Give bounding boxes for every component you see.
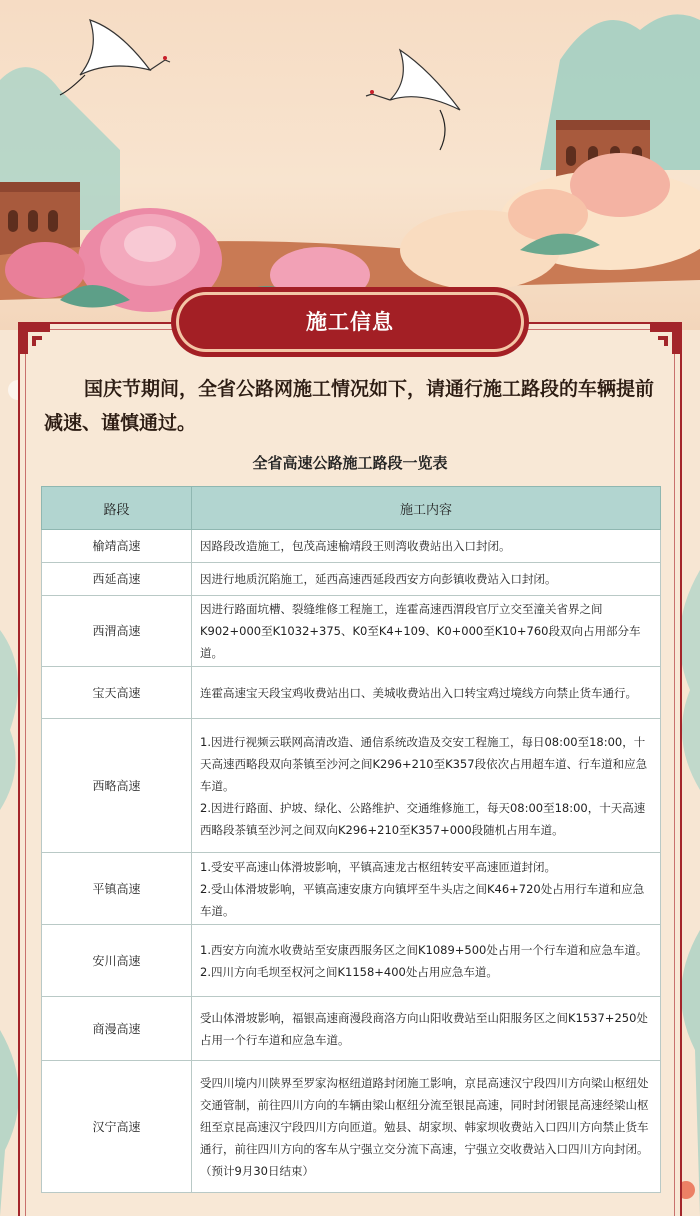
road-name-cell: 平镇高速 (42, 853, 192, 925)
table-row (42, 925, 661, 997)
construction-content-cell (192, 853, 661, 925)
table-row (42, 596, 661, 667)
table-row (42, 563, 661, 596)
construction-content-cell (192, 997, 661, 1061)
construction-content-line: 2.受山体滑坡影响，平镇高速安康方向镇坪至牛头店之间K46+720处占用行车道和应急车道。 (200, 881, 645, 918)
construction-content-line: 1.西安方向流水收费站至安康西服务区之间K1089+500处占用一个行车道和应急车道。 (200, 942, 648, 957)
construction-content-line: 2.因进行路面、护坡、绿化、公路维护、交通维修施工，每天08:00至18:00，十天高速西略段茶镇至沙河之间双向K296+210至K357+000段随机占用车道。 (200, 800, 646, 837)
table-row (42, 530, 661, 563)
construction-content-line: 受山体滑坡影响，福银高速商漫段商洛方向山阳收费站至山阳服务区之间K1537+250处占用一个行车道和应急车道。 (200, 1010, 648, 1047)
table-header-row (42, 487, 661, 530)
construction-content-cell (192, 925, 661, 997)
corner-ornament-icon (18, 322, 52, 356)
column-header-road: 路段 (42, 487, 192, 530)
construction-content-line: 1.因进行视频云联网高清改造、通信系统改造及交安工程施工，每日08:00至18:00，十天高速西略段双向茶镇至沙河之间K296+210至K357段依次占用超车道、行车道和应急车道。 (200, 734, 648, 793)
road-name-cell: 汉宁高速 (42, 1061, 192, 1193)
construction-content-line: 连霍高速宝天段宝鸡收费站出口、美城收费站出入口转宝鸡过境线方向禁止货车通行。 (200, 685, 637, 700)
column-header-content: 施工内容 (192, 487, 661, 530)
construction-table (41, 486, 661, 1193)
construction-content-cell (192, 1061, 661, 1193)
table-row (42, 853, 661, 925)
construction-content-line: 1.受安平高速山体滑坡影响，平镇高速龙古枢纽转安平高速匝道封闭。 (200, 859, 556, 874)
landscape-illustration (0, 0, 700, 330)
section-banner (176, 292, 524, 352)
table-row (42, 997, 661, 1061)
construction-content-line: 2.四川方向毛坝至权河之间K1158+400处占用应急车道。 (200, 964, 498, 979)
construction-content-line: 因进行地质沉陷施工，延西高速西延段西安方向彭镇收费站入口封闭。 (200, 572, 557, 586)
construction-content-line: 因进行路面坑槽、裂缝维修工程施工，连霍高速西渭段官厅立交至潼关省界之间K902+000至K1032+375、K0至K4+109、K0+000至K10+760段双向占用部分车道。 (200, 602, 641, 660)
table-row (42, 1061, 661, 1193)
crane-icon (60, 20, 170, 95)
crane-icon (366, 50, 460, 150)
road-name-cell: 商漫高速 (42, 997, 192, 1061)
header-illustration (0, 0, 700, 330)
table-row (42, 719, 661, 853)
road-name-cell: 宝天高速 (42, 667, 192, 719)
corner-ornament-icon (648, 322, 682, 356)
table-title: 全省高速公路施工路段一览表 (252, 454, 448, 472)
table-row (42, 667, 661, 719)
road-name-cell: 安川高速 (42, 925, 192, 997)
intro-paragraph: 国庆节期间，全省公路网施工情况如下，请通行施工路段的车辆提前减速、谨慎通过。 (44, 378, 655, 434)
road-name-cell: 西渭高速 (42, 596, 192, 667)
construction-content-cell (192, 563, 661, 596)
construction-content-cell (192, 719, 661, 853)
construction-content-cell (192, 667, 661, 719)
construction-content-cell (192, 596, 661, 667)
construction-content-line: 受四川境内川陕界至罗家沟枢纽道路封闭施工影响，京昆高速汉宁段四川方向梁山枢纽处交通管制，前往四川方向的车辆由梁山枢纽分流至银昆高速，同时封闭银昆高速经梁山枢纽至京昆高速汉宁段四川方向匝道。勉县、胡家坝、韩家坝收费站入口四川方向禁止货车通行，前往四川方向的客车从宁强立交分流下高速，宁强立交收费站入口四川方向封闭。（预计9月30日结束） (200, 1075, 649, 1178)
road-name-cell: 西延高速 (42, 563, 192, 596)
section-title: 施工信息 (306, 310, 394, 334)
road-name-cell: 榆靖高速 (42, 530, 192, 563)
construction-content-cell (192, 530, 661, 563)
construction-content-line: 因路段改造施工，包茂高速榆靖段王则湾收费站出入口封闭。 (200, 539, 511, 553)
road-name-cell: 西略高速 (42, 719, 192, 853)
